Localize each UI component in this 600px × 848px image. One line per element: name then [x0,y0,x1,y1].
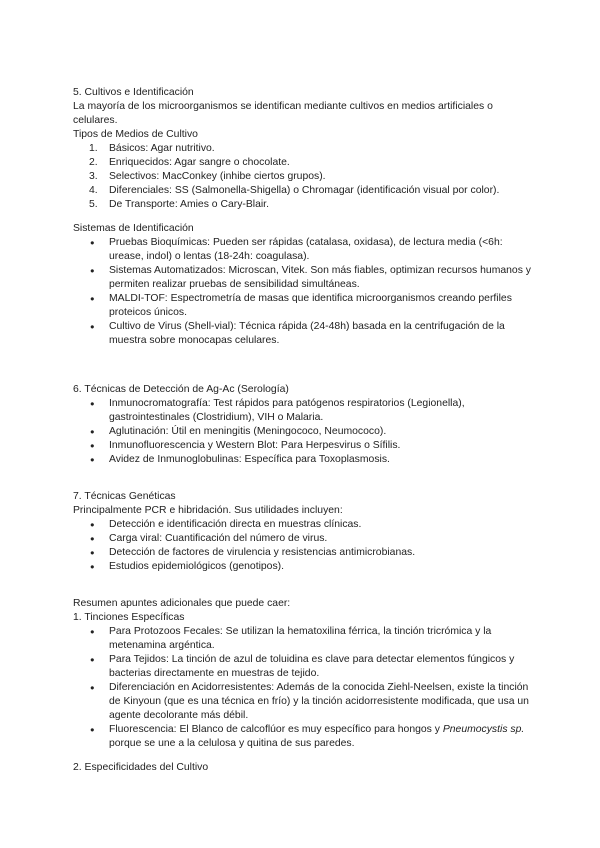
serology-list [73,397,533,467]
section-cultivos [73,86,533,348]
list-item: ● Carga viral: Cuantificación del número de virus. [73,532,533,546]
list-item: ● Inmunocromatografía: Test rápidos para patógenos respiratorios (Legionella), gastrointestinales (Clostridium), VIH o Malaria. [73,397,533,425]
section-6-heading: 6. Técnicas de Detección de Ag-Ac (Serología) [73,384,289,395]
list-item: 5. De Transporte: Amies o Cary-Blair. [89,199,269,210]
section-serologia [73,383,533,467]
section-5-heading: 5. Cultivos e Identificación [73,87,194,98]
identification-systems-title: Sistemas de Identificación [73,223,194,234]
media-types-list [73,142,533,212]
list-item: 4. Diferenciales: SS (Salmonella-Shigella) o Chromagar (identificación visual por color). [89,185,500,196]
list-item: 1. Básicos: Agar nutritivo. [89,143,215,154]
media-types-title: Tipos de Medios de Cultivo [73,129,198,140]
list-item: 2. Enriquecidos: Agar sangre o chocolate. [89,157,290,168]
list-item: ● Para Protozoos Fecales: Se utilizan la hematoxilina férrica, la tinción tricrómica y la metenamina argéntica. [73,625,533,653]
list-item: ● Diferenciación en Acidorresistentes: Además de la conocida Ziehl-Neelsen, existe la tinción de Kinyoun (que es una técnica en frío) y la tinción acidorresistente modificada, que usa un agente decolorante más débil. [73,681,533,723]
list-item: ● Aglutinación: Útil en meningitis (Meningococo, Neumococo). [73,425,533,439]
genetic-techniques-list [73,518,533,574]
document-body [73,86,533,775]
list-item: ● MALDI-TOF: Espectrometría de masas que identifica microorganismos creando perfiles proteicos únicos. [73,292,533,320]
list-item: ● Detección e identificación directa en muestras clínicas. [73,518,533,532]
summary-subheading-cultivo: 2. Especificidades del Cultivo [73,762,209,773]
list-item: ● Detección de factores de virulencia y resistencias antimicrobianas. [73,546,533,560]
list-item: ● Avidez de Inmunoglobulinas: Específica para Toxoplasmosis. [73,453,533,467]
section-7-heading: 7. Técnicas Genéticas [73,491,176,502]
list-item: ● Inmunofluorescencia y Western Blot: Para Herpesvirus o Sífilis. [73,439,533,453]
summary-heading: Resumen apuntes adicionales que puede caer: [73,598,291,609]
list-item: ● Pruebas Bioquímicas: Pueden ser rápidas (catalasa, oxidasa), de lectura media (<6h: urease, indol) o lentas (18-24h: coagulasa). [73,236,533,264]
section-geneticas [73,490,533,574]
list-item: ● Sistemas Automatizados: Microscan, Vitek. Son más fiables, optimizan recursos humanos y permiten realizar pruebas de sensibilidad simultáneas. [73,264,533,292]
stains-list [73,625,533,751]
summary-subheading-tinciones: 1. Tinciones Específicas [73,612,185,623]
list-item: 3. Selectivos: MacConkey (inhibe ciertos grupos). [89,171,326,182]
list-item: ● Fluorescencia: El Blanco de calcoflúor es muy específico para hongos y Pneumocystis sp. porque se une a la celulosa y quitina de sus paredes. [73,723,533,751]
list-item: ● Estudios epidemiológicos (genotipos). [73,560,533,574]
section-7-intro: Principalmente PCR e hibridación. Sus utilidades incluyen: [73,505,343,516]
list-item: ● Cultivo de Virus (Shell-vial): Técnica rápida (24-48h) basada en la centrifugación de la muestra sobre monocapas celulares. [73,320,533,348]
section-5-intro: La mayoría de los microorganismos se identifican mediante cultivos en medios artificiales o celulares. [73,101,493,126]
identification-systems-list [73,236,533,348]
list-item: ● Para Tejidos: La tinción de azul de toluidina es clave para detectar elementos fúngicos y bacterias directamente en muestras de tejido. [73,653,533,681]
section-resumen [73,597,533,775]
